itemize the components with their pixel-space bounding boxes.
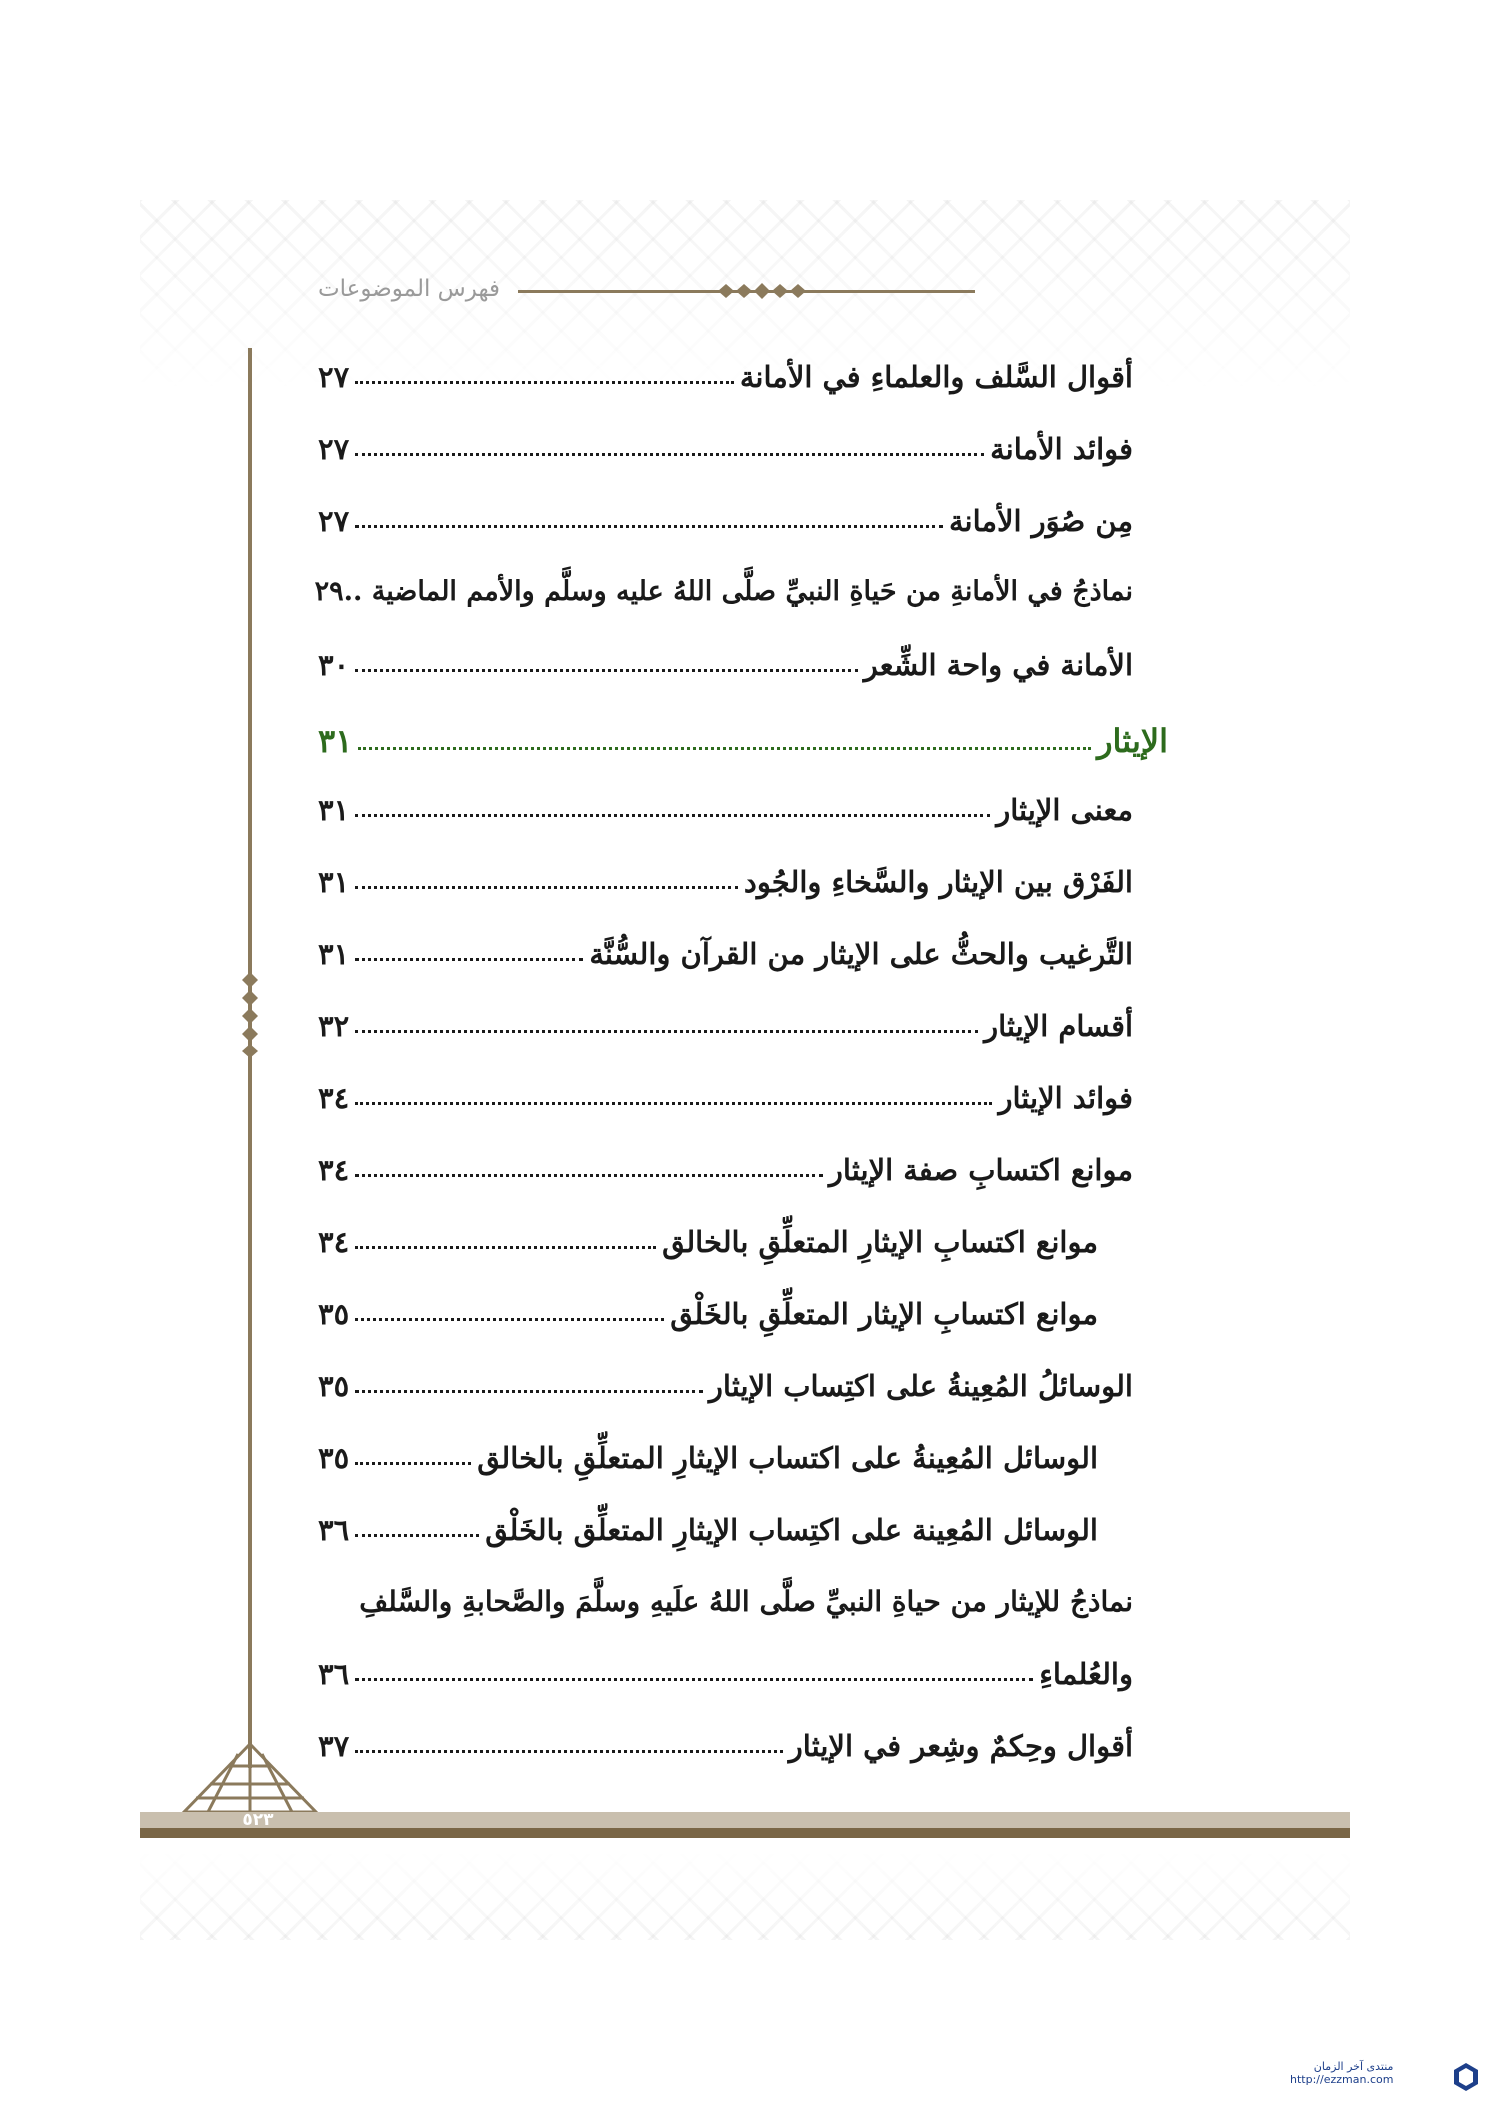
toc-leader-dots — [355, 1672, 1033, 1681]
toc-entry-title: نماذجُ في الأمانةِ من حَياةِ النبيِّ صلَّى اللهُ عليه وسلَّم والأمم الماضية .. — [343, 576, 1133, 607]
toc-entry[interactable] — [318, 1369, 1133, 1403]
toc-subentry[interactable] — [318, 1513, 1098, 1547]
toc-entry-title: موانع اكتسابِ الإيثار المتعلِّقِ بالخَلْق — [670, 1297, 1098, 1331]
toc-leader-dots — [355, 1456, 471, 1465]
header-diamond-ornament — [710, 280, 810, 302]
toc-entry-page: ٣٤ — [318, 1153, 350, 1187]
toc-entry[interactable] — [318, 504, 1133, 538]
toc-entry-page: ٣١ — [318, 793, 350, 827]
toc-entry-title: والعُلماءِ — [1039, 1657, 1133, 1691]
toc-section-title: الإيثار — [1097, 722, 1168, 760]
watermark-line1: منتدى آخر الزمان — [1313, 2060, 1394, 2073]
toc-entry-title: مِن صُوَر الأمانة — [949, 504, 1133, 538]
toc-leader-dots — [355, 880, 738, 889]
margin-diamond-ornament — [240, 970, 260, 1060]
toc-entry-title: أقوال وحِكمٌ وشِعر في الإيثار — [788, 1729, 1133, 1763]
toc-entry[interactable] — [318, 793, 1133, 827]
toc-leader-dots — [355, 1240, 656, 1249]
toc-subentry[interactable] — [318, 1225, 1098, 1259]
toc-entry-title: موانع اكتسابِ الإيثارِ المتعلِّقِ بالخالق — [662, 1225, 1098, 1259]
toc-leader-dots — [355, 375, 734, 384]
toc-entry-title: أقوال السَّلف والعلماءِ في الأمانة — [739, 360, 1133, 394]
toc-leader-dots — [355, 447, 984, 456]
toc-entry-title: موانع اكتسابِ صفة الإيثار — [828, 1153, 1133, 1187]
toc-entry[interactable] — [318, 1153, 1133, 1187]
watermark-line2: http://ezzman.com — [1290, 2073, 1394, 2086]
footer-pattern — [140, 1850, 1350, 1940]
toc-entry-continuation[interactable] — [318, 1657, 1133, 1691]
toc-entry-page: ٣٧ — [318, 1729, 350, 1763]
toc-leader-dots — [355, 1024, 978, 1033]
toc-entry-title: الأمانة في واحة الشِّعر — [863, 648, 1133, 682]
toc-entry-page: ٣٥ — [318, 1369, 350, 1403]
toc-entry[interactable] — [318, 1009, 1133, 1043]
toc-leader-dots — [355, 1744, 783, 1753]
toc-entry-page: ٢٧ — [318, 360, 350, 394]
toc-entry-page: ٣٤ — [318, 1225, 350, 1259]
toc-entry[interactable] — [318, 360, 1133, 394]
toc-entry-title: الوسائل المُعِينةُ على اكتساب الإيثارِ المتعلِّقِ بالخالق — [477, 1441, 1098, 1475]
toc-entry-page: ٣٥ — [318, 1441, 350, 1475]
header-title: فهرس الموضوعات — [318, 276, 501, 302]
toc-entry-page: ٣٤ — [318, 1081, 350, 1115]
toc-entry-page: ٣١ — [318, 865, 350, 899]
toc-entry-title: فوائد الأمانة — [990, 432, 1133, 466]
toc-leader-dots — [355, 808, 990, 817]
toc-subentry[interactable] — [318, 1441, 1098, 1475]
toc-entry-page: ٣١ — [318, 937, 350, 971]
toc-leader-dots — [355, 1528, 479, 1537]
toc-leader-dots — [358, 741, 1091, 750]
toc-leader-dots — [355, 1384, 703, 1393]
footer-band-dark — [140, 1828, 1350, 1838]
toc-entry[interactable] — [318, 432, 1133, 466]
toc-entry-page: ٣٦ — [318, 1513, 350, 1547]
footer-pyramid-ornament — [180, 1740, 320, 1820]
toc-entry-title: الفَرْق بين الإيثار والسَّخاءِ والجُود — [743, 865, 1133, 899]
toc-entry-page: ٣٢ — [318, 1009, 350, 1043]
toc-section-page: ٣١ — [318, 722, 353, 760]
toc-entry[interactable] — [318, 1081, 1133, 1115]
toc-entry-page: ٣٠ — [318, 648, 350, 682]
toc-leader-dots — [355, 519, 943, 528]
toc-entry-title: الوسائلُ المُعِينةُ على اكتِساب الإيثار — [708, 1369, 1133, 1403]
toc-entry-title: أقسام الإيثار — [984, 1009, 1133, 1043]
toc-entry-title: معنى الإيثار — [996, 793, 1133, 827]
toc-entry[interactable] — [318, 1729, 1133, 1763]
toc-leader-dots — [355, 663, 858, 672]
toc-leader-dots — [355, 1168, 823, 1177]
toc-leader-dots — [355, 1096, 992, 1105]
toc-entry[interactable] — [318, 937, 1133, 971]
footer-band-light — [140, 1812, 1350, 1828]
toc-entry-title: الوسائل المُعِينة على اكتِساب الإيثارِ المتعلِّق بالخَلْق — [485, 1513, 1098, 1547]
toc-entry-page: ٣٥ — [318, 1297, 350, 1331]
toc-entry-page: ٢٩ — [314, 576, 344, 607]
toc-entry-title: التَّرغيب والحثُّ على الإيثار من القرآن والسُّنَّة — [589, 937, 1133, 971]
toc-subentry[interactable] — [318, 1297, 1098, 1331]
forum-logo-icon — [1452, 2062, 1480, 2092]
page-number: ٥٢٣ — [242, 1810, 274, 1830]
toc-entry-title: فوائد الإيثار — [998, 1081, 1133, 1115]
toc-entry-title: نماذجُ للإيثار من حياةِ النبيِّ صلَّى اللهُ علَيهِ وسلَّمَ والصَّحابةِ والسَّلفِ — [359, 1585, 1133, 1618]
toc-entry[interactable] — [314, 576, 1133, 607]
toc-entry[interactable] — [318, 865, 1133, 899]
toc-leader-dots — [355, 952, 583, 961]
toc-entry[interactable] — [318, 648, 1133, 682]
forum-watermark — [1290, 2060, 1393, 2086]
toc-entry[interactable] — [318, 1585, 1133, 1618]
toc-entry-page: ٣٦ — [318, 1657, 350, 1691]
toc-leader-dots — [355, 1312, 664, 1321]
toc-entry-page: ٢٧ — [318, 504, 350, 538]
toc-entry-page: ٢٧ — [318, 432, 350, 466]
toc-section-heading[interactable] — [318, 722, 1168, 760]
